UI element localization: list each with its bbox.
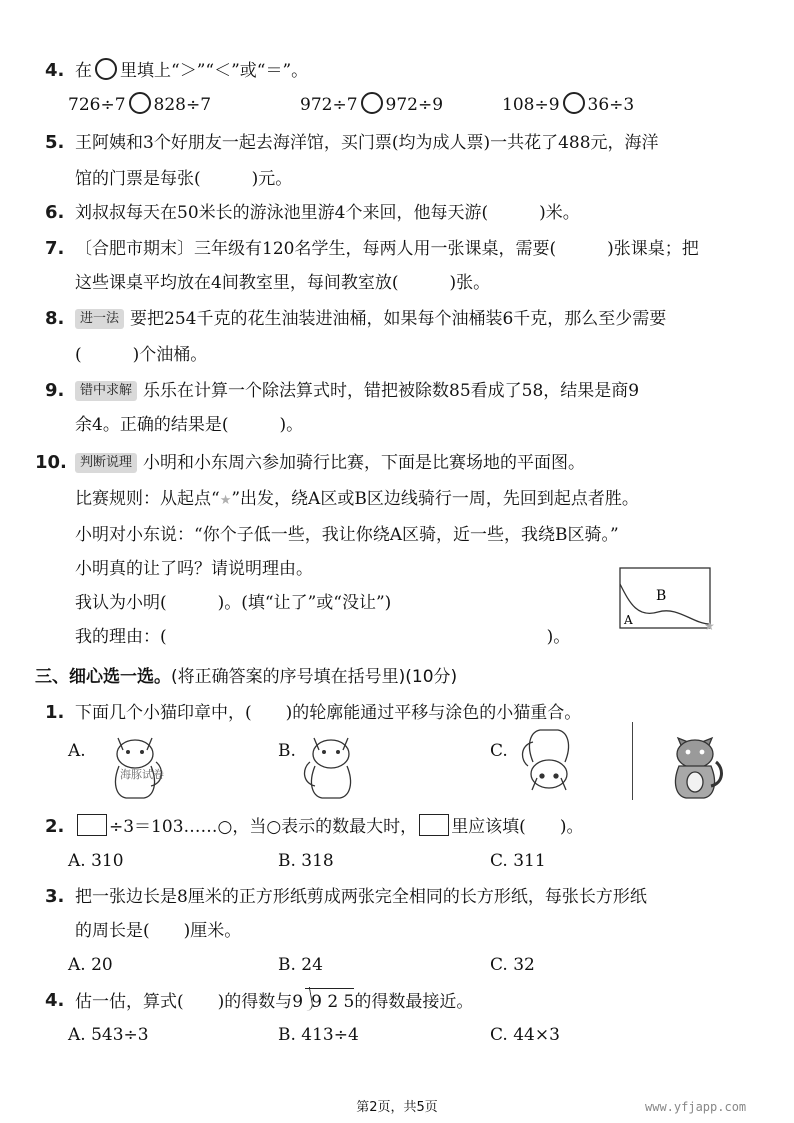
q8-number: 8. xyxy=(45,308,65,329)
q9-tag: 错中求解 xyxy=(75,381,137,401)
q9-text: 乐乐在计算一个除法算式时，错把被除数85看成了58，结果是商9 xyxy=(143,381,640,401)
s2-number: 2. xyxy=(45,816,65,837)
q6-number: 6. xyxy=(45,202,65,223)
s1-option-a[interactable]: A. xyxy=(68,741,86,761)
s2-line xyxy=(75,814,583,840)
cat-stamp-b-icon xyxy=(300,728,362,800)
q4-e2a: 972÷7 xyxy=(300,95,358,115)
q10-tag: 判断说理 xyxy=(75,453,137,473)
q4-number: 4. xyxy=(45,60,65,81)
q10-line4: 小明真的让了吗？请说明理由。 xyxy=(75,559,313,579)
section-3-title: 三、细心选一选。 xyxy=(35,667,171,687)
s1-number: 1. xyxy=(45,702,65,723)
s2-box-1[interactable] xyxy=(77,814,107,836)
cat-stamp-c-icon xyxy=(518,724,580,800)
q4-e3a: 108÷9 xyxy=(502,95,560,115)
s2-box-2[interactable] xyxy=(419,814,449,836)
s3-line1: 把一张边长是8厘米的正方形纸剪成两张完全相同的长方形纸，每张长方形纸 xyxy=(75,887,647,907)
q10-line5: 我认为小明( )。(填“让了”或“没让”) xyxy=(75,593,392,613)
q4-circle-1[interactable] xyxy=(129,92,151,114)
star-icon: ★ xyxy=(219,493,232,508)
q10-rule-a: 比赛规则：从起点“ xyxy=(75,489,220,509)
q10-number: 10. xyxy=(35,452,67,473)
q10-text: 小明和小东周六参加骑行比赛，下面是比赛场地的平面图。 xyxy=(143,453,586,473)
q4-text-a: 在 xyxy=(75,61,92,81)
map-label-a: A xyxy=(624,613,633,627)
s2-option-c[interactable]: C. 311 xyxy=(490,851,546,871)
section-3-heading xyxy=(35,664,457,690)
s4-text-a: 估一估，算式( )的得数与9 xyxy=(75,992,304,1012)
divider-line xyxy=(632,722,633,800)
q10-reason-close: )。 xyxy=(546,627,571,647)
s1-line1: 下面几个小猫印章中，( )的轮廓能通过平移与涂色的小猫重合。 xyxy=(75,703,582,723)
q9-number: 9. xyxy=(45,380,65,401)
q4-expr-2 xyxy=(300,92,443,118)
s4-text-b: 的得数最接近。 xyxy=(354,992,474,1012)
q7-line1: 〔合肥市期末〕三年级有120名学生，每两人用一张课桌，需要( )张课桌；把 xyxy=(75,239,699,259)
s3-option-c[interactable]: C. 32 xyxy=(490,955,535,975)
q8-text: 要把254千克的花生油装进油桶，如果每个油桶装6千克，那么至少需要 xyxy=(130,309,667,329)
s4-option-a[interactable]: A. 543÷3 xyxy=(68,1025,149,1045)
q8-line1 xyxy=(75,306,666,332)
q10-line3: 小明对小东说：“你个子低一些，我让你绕A区骑，近一些，我绕B区骑。” xyxy=(75,525,619,545)
s1-option-b[interactable]: B. xyxy=(278,741,296,761)
s3-option-a[interactable]: A. 20 xyxy=(68,955,113,975)
q4-e3b: 36÷3 xyxy=(587,95,635,115)
q4-circle-3[interactable] xyxy=(563,92,585,114)
q10-line6 xyxy=(75,624,570,650)
q6-line1: 刘叔叔每天在50米长的游泳池里游4个来回，他每天游( )米。 xyxy=(75,203,580,223)
s4-dividend: 9 2 5 xyxy=(311,992,355,1012)
long-division-sign xyxy=(305,988,354,1015)
race-map xyxy=(618,566,718,632)
s2-text-b: 里应该填( )。 xyxy=(451,817,584,837)
q8-tag: 进一法 xyxy=(75,309,124,329)
site-watermark: www.yfjapp.com xyxy=(645,1100,747,1114)
q7-number: 7. xyxy=(45,238,65,259)
q5-number: 5. xyxy=(45,132,65,153)
s3-line2: 的周长是( )厘米。 xyxy=(75,921,242,941)
compare-circle xyxy=(95,58,117,80)
q9-line2: 余4。正确的结果是( )。 xyxy=(75,415,304,435)
q4-expr-3 xyxy=(502,92,634,118)
q4-prompt xyxy=(75,58,308,84)
page-number: 第2页，共5页 xyxy=(356,1100,438,1115)
s2-option-a[interactable]: A. 310 xyxy=(68,851,124,871)
q4-e1a: 726÷7 xyxy=(68,95,126,115)
s4-option-b[interactable]: B. 413÷4 xyxy=(278,1025,359,1045)
q10-rule-b: ”出发，绕A区或B区边线骑行一周，先回到起点者胜。 xyxy=(231,489,639,509)
shaded-cat-icon xyxy=(664,728,726,800)
cat-stamp-a-icon xyxy=(104,728,166,800)
s3-number: 3. xyxy=(45,886,65,907)
s2-option-b[interactable]: B. 318 xyxy=(278,851,334,871)
q10-reason-open: 我的理由：( xyxy=(75,627,167,647)
s1-option-c[interactable]: C. xyxy=(490,741,508,761)
q4-e2b: 972÷9 xyxy=(385,95,444,115)
q10-line2 xyxy=(75,486,639,514)
q4-text-b: 里填上“＞”“＜”或“＝”。 xyxy=(120,61,309,81)
q5-line2: 馆的门票是每张( )元。 xyxy=(75,169,293,189)
s2-text-a: ÷3＝103……○，当○表示的数最大时， xyxy=(109,817,418,837)
q7-line2: 这些课桌平均放在4间教室里，每间教室放( )张。 xyxy=(75,273,491,293)
map-label-b: B xyxy=(656,588,667,604)
q10-line1 xyxy=(75,450,585,476)
section-3-sub: (将正确答案的序号填在括号里)(10分) xyxy=(171,667,458,687)
q5-line1: 王阿姨和3个好朋友一起去海洋馆，买门票(均为成人票)一共花了488元，海洋 xyxy=(75,133,659,153)
s4-option-c[interactable]: C. 44×3 xyxy=(490,1025,560,1045)
q9-line1 xyxy=(75,378,639,404)
q8-line2: ( )个油桶。 xyxy=(75,345,208,365)
q4-e1b: 828÷7 xyxy=(153,95,212,115)
watermark-text: 海豚试卷 xyxy=(120,768,164,781)
map-star-icon: ★ xyxy=(704,619,715,632)
s4-number: 4. xyxy=(45,990,65,1011)
q4-expr-1 xyxy=(68,92,211,118)
s4-line xyxy=(75,988,473,1015)
s3-option-b[interactable]: B. 24 xyxy=(278,955,323,975)
q4-circle-2[interactable] xyxy=(361,92,383,114)
